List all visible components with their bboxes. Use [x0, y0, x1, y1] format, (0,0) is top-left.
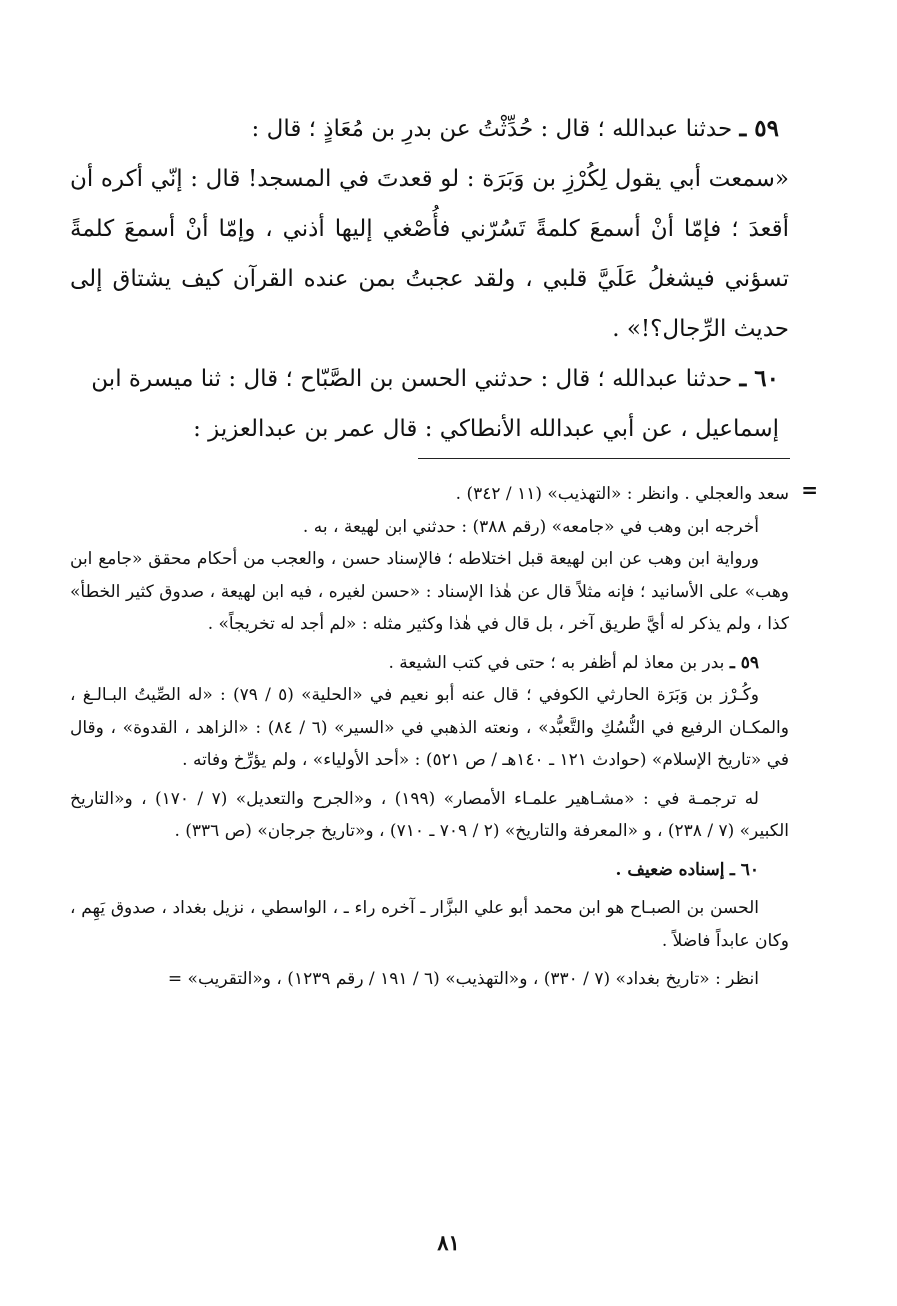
- footnote-60-heading: [70, 854, 789, 887]
- main-text: [70, 104, 789, 454]
- hadith-59-number: ٥٩ ـ: [739, 115, 779, 142]
- footnote-paragraph-6: له ترجمـة في : «مشـاهير علمـاء الأمصار» (١٩٩) ، و«الجرح والتعديل» (٧ / ١٧٠) ، و«التاريخ الكبير» (٧ / ٢٣٨) ، و «المعرفة والتاريخ» (٢ / ٧٠٩ ـ ٧١٠) ، و«تاريخ جرجان» (ص ٣٣٦) .: [70, 788, 789, 841]
- footnote-60-text: إسناده ضعيف .: [615, 859, 725, 880]
- hadith-59-chain: حدثنا عبدالله ؛ قال : حُدِّثْتُ عن بدرِ بن مُعَاذٍ ؛ قال :: [251, 116, 733, 142]
- hadith-60-chain: حدثنا عبدالله ؛ قال : حدثني الحسن بن الصَّبّاح ؛ قال : ثنا ميسرة ابن إسماعيل ، عن أبي عبدالله الأنطاكي : قال عمر بن عبدالعزيز :: [91, 366, 779, 442]
- footnote-59-number: ٥٩ ـ: [729, 652, 759, 673]
- footnote-59-text: بدر بن معاذ لم أظفر به ؛ حتى في كتب الشيعة .: [388, 652, 725, 673]
- hadith-59-body: «سمعت أبي يقول لِكُرْزِ بن وَبَرَة : لو قعدتَ في المسجد! قال : إنّي أكره أن أقعدَ ؛ فإمّا أنْ أسمعَ كلمةً تَسُرّني فأُصْغي إليها أذني ، وإمّا أنْ أسمعَ كلمةً تسؤني فيشغلُ عَلَيَّ قلبي ، ولقد عجبتُ بمن عنده القرآن كيف يشتاق إلى حديث الرِّجال؟!» .: [70, 166, 789, 342]
- hadith-60-number: ٦٠ ـ: [739, 365, 779, 392]
- page-number: ٨١: [437, 1230, 460, 1255]
- footnote-paragraph-5: وكُـرْز بن وَبَرَة الحارثي الكوفي ؛ قال عنه أبو نعيم في «الحلية» (٥ / ٧٩) : «له الصِّيتُ البـالـغ ، والمكـان الرفيع في النُّسُكِ والتَّعبُّد» ، ونعته الذهبي في «السير» (٦ / ٨٤) : «الزاهد ، القدوة» ، وقال في «تاريخ الإسلام» (حوادث ١٢١ ـ ١٤٠هـ / ص ٥٢١) : «أحد الأولياء» ، ولم يؤرِّخ وفاته .: [70, 685, 789, 770]
- footnote-60-number: ٦٠ ـ: [729, 859, 759, 880]
- footnote-line-2: أخرجه ابن وهب في «جامعه» (رقم ٣٨٨) : حدثني ابن لهيعة ، به .: [302, 516, 759, 537]
- footnote-paragraph-9: انظر : «تاريخ بغداد» (٧ / ٣٣٠) ، و«التهذيب» (٦ / ١٩١ / رقم ١٢٣٩) ، و«التقريب» =: [167, 969, 759, 989]
- footnote-line-1: سعد والعجلي . وانظر : «التهذيب» (١١ / ٣٤٢) .: [455, 484, 789, 504]
- footnote-paragraph-8: الحسن بن الصبـاح هو ابن محمد أبو علي البزَّار ـ آخره راء ـ ، الواسطي ، نزيل بغداد ، صدوق يَهِم ، وكان عابداً فاضلاً .: [70, 898, 789, 951]
- footnotes: [70, 478, 789, 996]
- hadith-59-header: [70, 104, 779, 154]
- footnote-paragraph-3: ورواية ابن وهب عن ابن لهيعة قبل اختلاطه ؛ فالإسناد حسن ، والعجب من أحكام محقق «جامع ابن وهب» على الأسانيد ؛ فإنه مثلاً قال عن هٰذا الإسناد : «حسن لغيره ، فيه ابن لهيعة ، صدوق كثير الخطأ» كذا ، ولم يذكر له أيَّ طريق آخر ، بل قال في هٰذا وكثير مثله : «لم أجد له تخريجاً» .: [70, 549, 789, 634]
- hadith-60-header: [70, 354, 779, 454]
- footnote-divider: [418, 458, 790, 459]
- footnote-continuation-mark-top: =: [801, 478, 818, 502]
- footnote-59-heading: [70, 647, 789, 680]
